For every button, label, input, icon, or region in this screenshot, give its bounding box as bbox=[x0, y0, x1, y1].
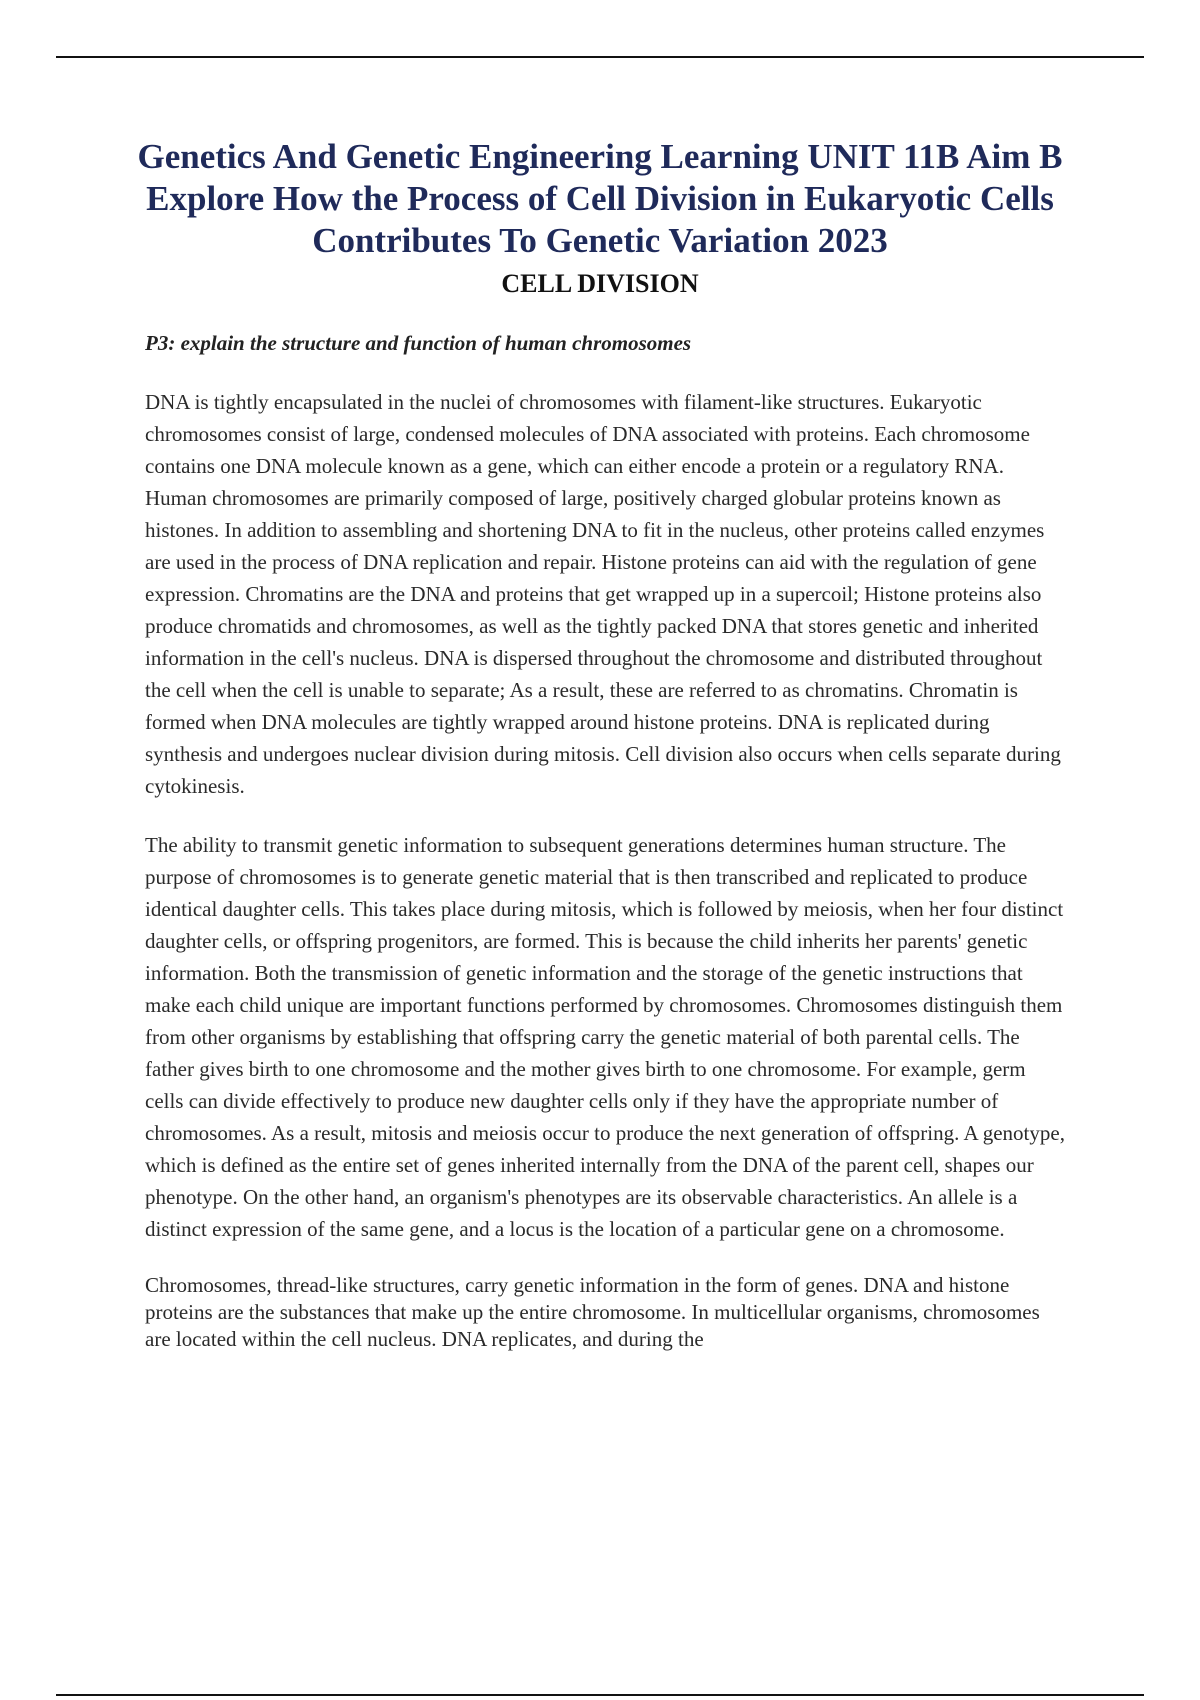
section-heading: P3: explain the structure and function of human chromosomes bbox=[145, 331, 692, 355]
paragraph-1: DNA is tightly encapsulated in the nuclei of chromosomes with filament-like structures. Eukaryotic chromosomes consist of large, condensed molecules of DNA associated with proteins. Each chromosome contains one DNA molecule known as a gene, which can either encode a protein or a regulatory RNA. Human chromosomes are primarily composed of large, positively charged globular proteins known as histones. In addition to assembling and shortening DNA to fit in the nucleus, other proteins called enzymes are used in the process of DNA replication and repair. Histone proteins can aid with the regulation of gene expression. Chromatins are the DNA and proteins that get wrapped up in a supercoil; Histone proteins also produce chromatids and chromosomes, as well as the tightly packed DNA that stores genetic and inherited information in the cell's nucleus. DNA is dispersed throughout the chromosome and distributed throughout the cell when the cell is unable to separate; As a result, these are referred to as chromatins. Chromatin is formed when DNA molecules are tightly wrapped around histone proteins. DNA is replicated during synthesis and undergoes nuclear division during mitosis. Cell division also occurs when cells separate during cytokinesis. bbox=[145, 390, 1061, 798]
bottom-rule bbox=[56, 1694, 1144, 1696]
document-subtitle: CELL DIVISION bbox=[501, 269, 699, 298]
title-block bbox=[120, 136, 1080, 300]
paragraph-3: Chromosomes, thread-like structures, carry genetic information in the form of genes. DNA and histone proteins are the substances that make up the entire chromosome. In multicellular organisms, chromosomes are located within the cell nucleus. DNA replicates, and during the bbox=[145, 1273, 1040, 1351]
paragraph-2: The ability to transmit genetic information to subsequent generations determines human structure. The purpose of chromosomes is to generate genetic material that is then transcribed and replicated to produce identical daughter cells. This takes place during mitosis, which is followed by meiosis, when her four distinct daughter cells, or offspring progenitors, are formed. This is because the child inherits her parents' genetic information. Both the transmission of genetic information and the storage of the genetic instructions that make each child unique are important functions performed by chromosomes. Chromosomes distinguish them from other organisms by establishing that offspring carry the genetic material of both parental cells. The father gives birth to one chromosome and the mother gives birth to one chromosome. For example, germ cells can divide effectively to produce new daughter cells only if they have the appropriate number of chromosomes. As a result, mitosis and meiosis occur to produce the next generation of offspring. A genotype, which is defined as the entire set of genes inherited internally from the DNA of the parent cell, shapes our phenotype. On the other hand, an organism's phenotypes are its observable characteristics. An allele is a distinct expression of the same gene, and a locus is the location of a particular gene on a chromosome. bbox=[145, 833, 1065, 1241]
document-body bbox=[145, 330, 1065, 1380]
document-title: Genetics And Genetic Engineering Learning UNIT 11B Aim B Explore How the Process of Cell Division in Eukaryotic Cells Contributes To Genetic Variation 2023 bbox=[137, 137, 1063, 260]
top-rule bbox=[56, 56, 1144, 58]
